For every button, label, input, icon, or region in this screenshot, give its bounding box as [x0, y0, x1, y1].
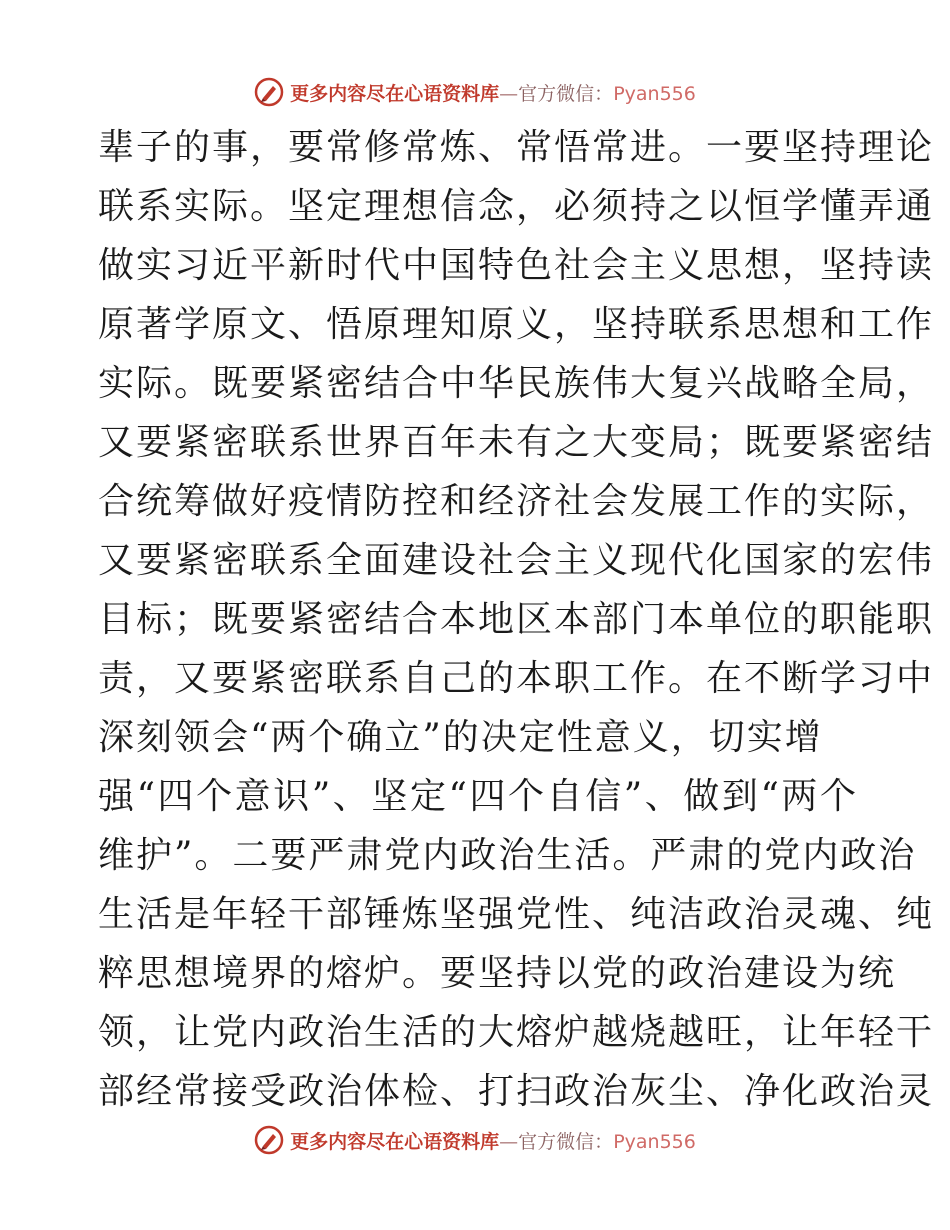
text-line: 又要紧密联系世界百年未有之大变局；既要紧密结	[98, 422, 935, 463]
banner-text	[290, 79, 696, 106]
banner-dash: —	[499, 1130, 519, 1153]
banner-wechat-label: 官方微信：	[518, 1130, 614, 1153]
text-line: 做实习近平新时代中国特色社会主义思想，坚持读	[98, 245, 935, 286]
banner-text	[290, 1127, 696, 1154]
text-line: 部经常接受政治体检、打扫政治灰尘、净化政治灵	[98, 1071, 935, 1112]
text-line: 强“四个意识”、坚定“四个自信”、做到“两个	[98, 776, 858, 817]
document-body	[98, 118, 935, 1121]
banner-wechat-id: Pyan556	[613, 82, 696, 105]
text-line: 生活是年轻干部锤炼坚强党性、纯洁政治灵魂、纯	[98, 894, 935, 935]
text-line: 原著学原文、悟原理知原义，坚持联系思想和工作	[98, 304, 935, 345]
pen-logo-icon	[254, 1125, 284, 1155]
banner-brand: 更多内容尽在心语资料库	[290, 82, 500, 105]
header-banner	[0, 72, 950, 112]
text-line: 责，又要紧密联系自己的本职工作。在不断学习中	[98, 658, 935, 699]
text-line: 辈子的事，要常修常炼、常悟常进。一要坚持理论	[98, 127, 935, 168]
text-line: 又要紧密联系全面建设社会主义现代化国家的宏伟	[98, 540, 935, 581]
footer-banner	[0, 1120, 950, 1160]
banner-wechat-id: Pyan556	[613, 1130, 696, 1153]
text-line: 实际。既要紧密结合中华民族伟大复兴战略全局，	[98, 363, 935, 404]
text-line: 联系实际。坚定理想信念，必须持之以恒学懂弄通	[98, 186, 935, 227]
text-line: 合统筹做好疫情防控和经济社会发展工作的实际，	[98, 481, 935, 522]
banner-wechat-label: 官方微信：	[518, 82, 614, 105]
text-line: 粹思想境界的熔炉。要坚持以党的政治建设为统	[98, 953, 897, 994]
banner-dash: —	[499, 82, 519, 105]
banner-brand: 更多内容尽在心语资料库	[290, 1130, 500, 1153]
pen-logo-icon	[254, 77, 284, 107]
text-line: 维护”。二要严肃党内政治生活。严肃的党内政治	[98, 835, 917, 876]
text-line: 目标；既要紧密结合本地区本部门本单位的职能职	[98, 599, 935, 640]
text-line: 领，让党内政治生活的大熔炉越烧越旺，让年轻干	[98, 1012, 935, 1053]
text-line: 深刻领会“两个确立”的决定性意义，切实增	[98, 717, 823, 758]
